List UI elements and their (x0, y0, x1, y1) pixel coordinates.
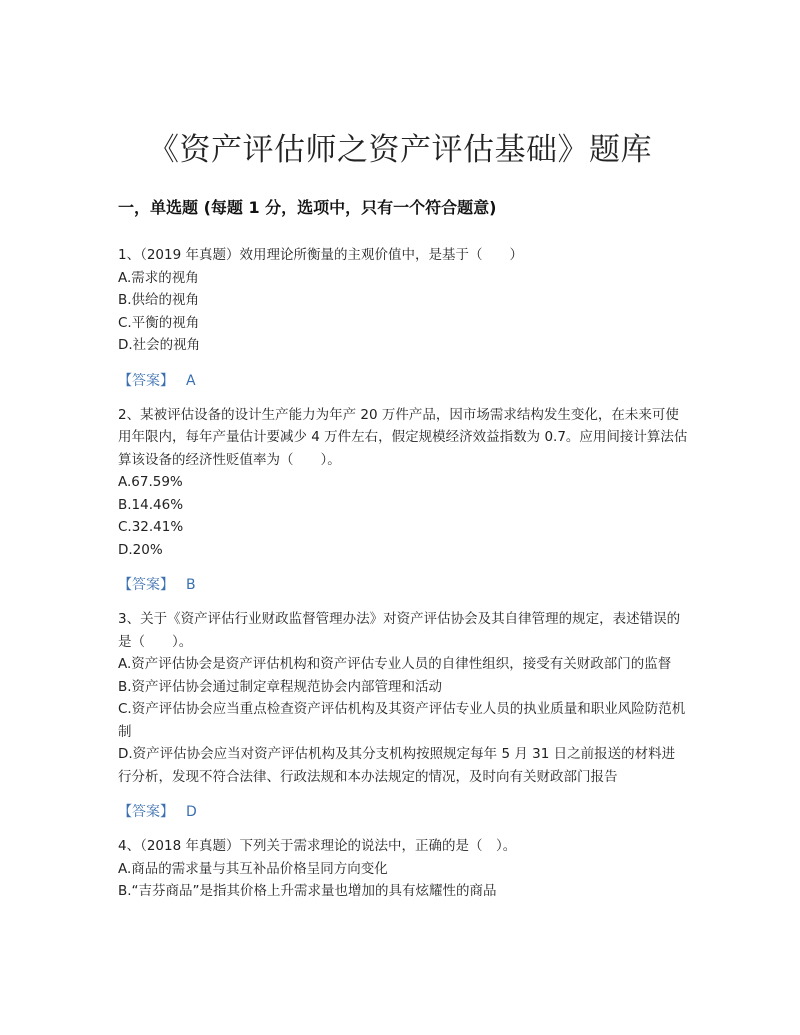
answer-value: B (186, 577, 196, 593)
question-stem: 3、关于《资产评估行业财政监督管理办法》对资产评估协会及其自律管理的规定，表述错误的是（ ）。 (118, 611, 681, 650)
option-c: C.平衡的视角 (118, 314, 200, 331)
question-2 (118, 404, 688, 597)
answer-value: D (186, 804, 197, 820)
option-b: B.供给的视角 (118, 292, 200, 308)
option-b: B.14.46% (118, 496, 184, 513)
question-stem: 4、（2018 年真题）下列关于需求理论的说法中，正确的是（ ）。 (118, 838, 517, 854)
option-a: A.商品的需求量与其互补品价格呈同方向变化 (118, 860, 388, 877)
question-stem: 2、某被评估设备的设计生产能力为年产 20 万件产品，因市场需求结构发生变化，在未来可使用年限内，每年产量估计要减少 4 万件左右，假定规模经济效益指数为 0.7。应用间接计算法估算该设备的经济性贬值率为（ ）。 (118, 406, 688, 468)
option-b: B.“吉芬商品”是指其价格上升需求量也增加的具有炫耀性的商品 (118, 883, 497, 899)
option-a: A.67.59% (118, 474, 183, 490)
option-c: C.资产评估协会应当重点检查资产评估机构及其资产评估专业人员的执业质量和职业风险防范机制 (118, 701, 686, 740)
option-b: B.资产评估协会通过制定章程规范协会内部管理和活动 (118, 678, 443, 695)
answer-label: 【答案】 (118, 804, 174, 820)
question-1 (118, 244, 688, 392)
answer-line (118, 801, 688, 823)
option-a: A.需求的视角 (118, 269, 199, 286)
option-d: D.社会的视角 (118, 337, 201, 353)
question-4 (118, 835, 688, 903)
document-title: 《资产评估师之资产评估基础》题库 (148, 131, 652, 168)
question-list (118, 244, 688, 903)
question-stem: 1、（2019 年真题）效用理论所衡量的主观价值中，是基于（ ） (118, 247, 523, 263)
answer-line (118, 574, 688, 596)
option-c: C.32.41% (118, 519, 184, 535)
answer-value: A (186, 372, 196, 389)
answer-label: 【答案】 (118, 372, 174, 389)
option-d: D.资产评估协会应当对资产评估机构及其分支机构按照规定每年 5 月 31 日之前报送的材料进行分析，发现不符合法律、行政法规和本办法规定的情况，及时向有关财政部门报告 (118, 746, 676, 785)
option-a: A.资产评估协会是资产评估机构和资产评估专业人员的自律性组织，接受有关财政部门的监督 (118, 656, 672, 672)
answer-line (118, 370, 688, 392)
option-d: D.20% (118, 541, 163, 558)
section-heading: 一，单选题 (每题 1 分，选项中，只有一个符合题意) (118, 198, 497, 217)
question-3 (118, 608, 688, 823)
answer-label: 【答案】 (118, 577, 174, 593)
